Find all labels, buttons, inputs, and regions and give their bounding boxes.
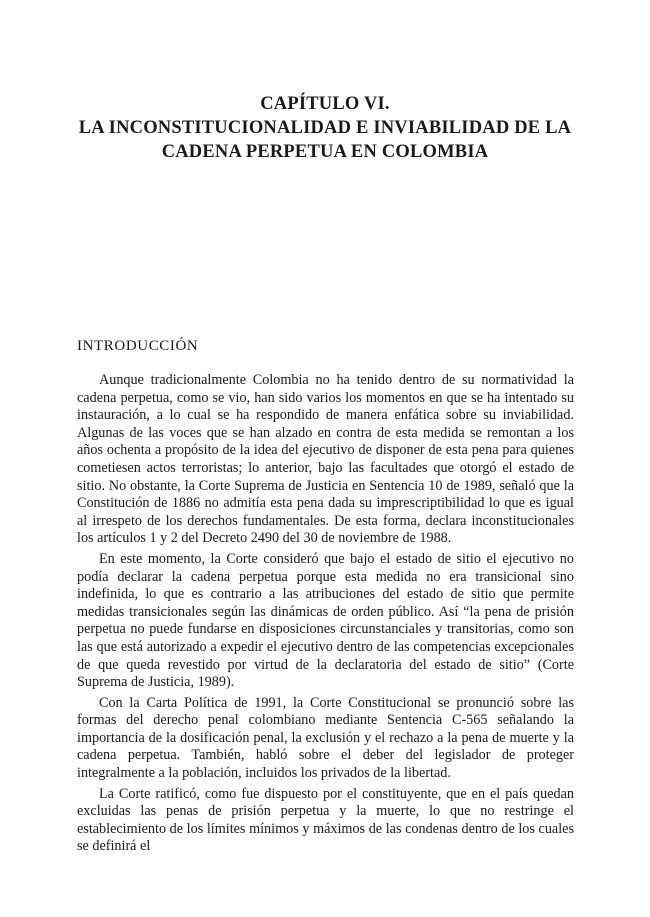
body-text [77, 372, 574, 859]
chapter-title-line-2: CADENA PERPETUA EN COLOMBIA [161, 142, 489, 162]
paragraph: En este momento, la Corte consideró que bajo el estado de sitio el ejecutivo no podía declarar la cadena perpetua porque esta medida no era transicional sino indefinida, lo que es contrario a las atribuciones del estado de sitio que permite medidas transicionales según las dinámicas de orden público. Así “la pena de prisión perpetua no puede fundarse en disposiciones circunstanciales y transitorias, como son las que está autorizado a expedir el ejecutivo dentro de las competencias excepcionales de que queda revestido por virtud de la declaratoria del estado de sitio” (Corte Suprema de Justicia, 1989). [77, 550, 574, 691]
section-title: INTRODUCCIÓN [77, 338, 199, 354]
paragraph: La Corte ratificó, como fue dispuesto por el constituyente, que en el país quedan excluidas las penas de prisión perpetua y la muerte, lo que no restringe el establecimiento de los límites mínimos y máximos de las condenas dentro de los cuales se definirá el [77, 785, 574, 855]
paragraph: Con la Carta Política de 1991, la Corte Constitucional se pronunció sobre las formas del derecho penal colombiano mediante Sentencia C-565 señalando la importancia de la dosificación penal, la exclusión y el rechazo a la pena de muerte y la cadena perpetua. También, habló sobre el deber del legislador de proteger integralmente a la población, incluidos los privados de la libertad. [77, 694, 574, 782]
chapter-title-line-1: LA INCONSTITUCIONALIDAD E INVIABILIDAD DE LA [78, 118, 572, 138]
chapter-number: CAPÍTULO VI. [260, 94, 390, 114]
chapter-heading [60, 92, 590, 164]
paragraph: Aunque tradicionalmente Colombia no ha tenido dentro de su normatividad la cadena perpetua, como se vio, han sido varios los momentos en que se ha intentado su instauración, a lo cual se ha respondido de manera enfática sobre su inviabilidad. Algunas de las voces que se han alzado en contra de esta medida se remontan a los años ochenta a propósito de la idea del ejecutivo de disponer de esta pena para quienes cometiesen actos terroristas; lo anterior, bajo las facultades que otorgó el estado de sitio. No obstante, la Corte Suprema de Justicia en Sentencia 10 de 1989, señaló que la Constitución de 1886 no admitía esta pena dada su imprescriptibilidad lo que es igual al irrespeto de los derechos fundamentales. De esta forma, declara inconstitucionales los artículos 1 y 2 del Decreto 2490 del 30 de noviembre de 1988. [77, 372, 574, 547]
